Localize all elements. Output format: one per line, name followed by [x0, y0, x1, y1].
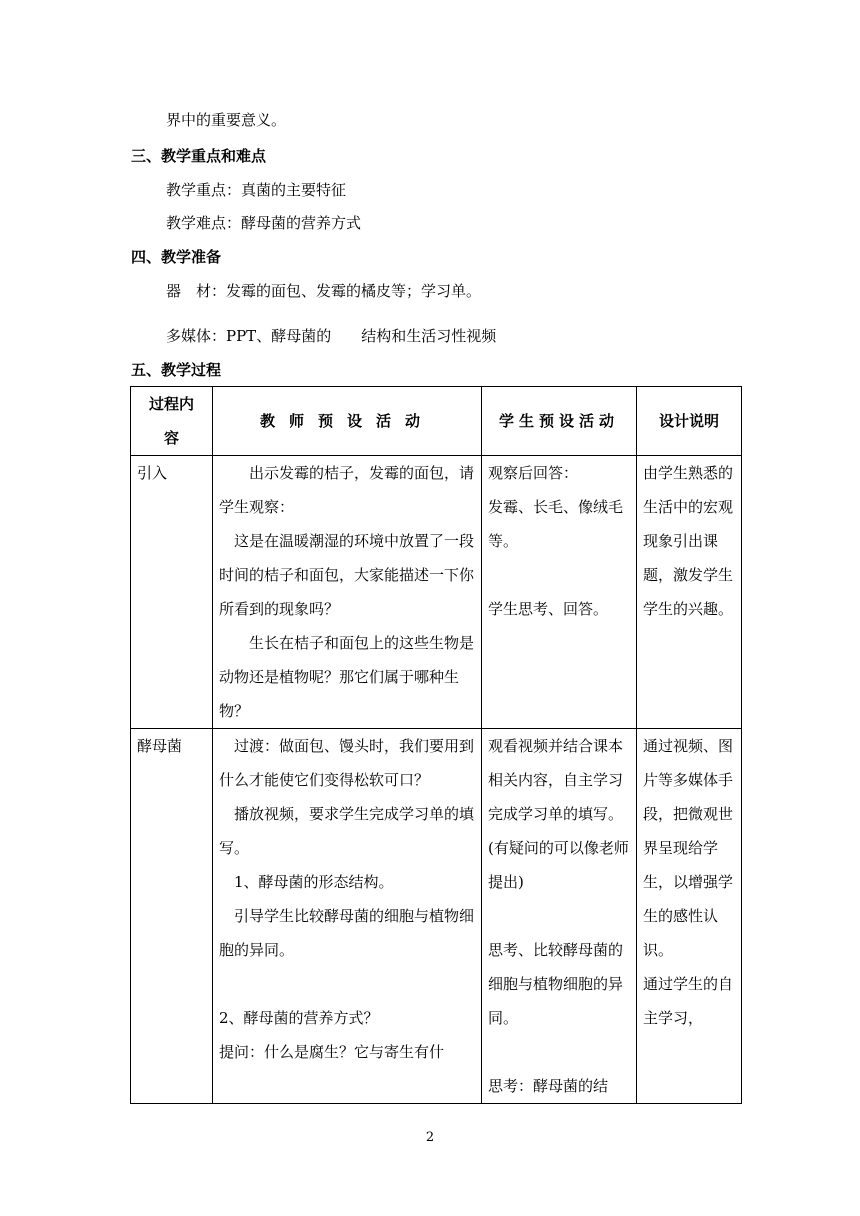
lesson-process-table — [130, 386, 742, 1104]
table-header-row — [131, 387, 742, 456]
header-teacher: 教师预设活动 — [213, 387, 482, 456]
student-cell — [482, 456, 637, 729]
student-para: 学生思考、回答。 — [488, 600, 609, 618]
teacher-cell — [213, 456, 482, 729]
table-row — [131, 729, 742, 1104]
header-student: 学生预设活动 — [482, 387, 637, 456]
note-cell — [637, 729, 742, 1104]
text-line: 教学重点：真菌的主要特征 — [166, 181, 347, 199]
teacher-para: 播放视频，要求学生完成学习单的填写。 — [219, 805, 475, 857]
teacher-para: 引导学生比较酵母菌的细胞与植物细胞的异同。 — [219, 907, 475, 959]
header-stage-line2: 容 — [163, 429, 179, 447]
note-para: 通过视频、图片等多媒体手段，把微观世界呈现给学生，以增强学生的感性认识。 — [643, 737, 734, 959]
teacher-cell — [213, 729, 482, 1104]
section-heading: 四、教学准备 — [131, 248, 222, 266]
teacher-para: 出示发霉的桔子，发霉的面包，请学生观察： — [219, 464, 475, 516]
student-para: 发霉、长毛、像绒毛等。 — [488, 498, 624, 550]
student-para: 思考：酵母菌的结 — [488, 1077, 609, 1095]
text-line: 界中的重要意义。 — [166, 111, 287, 129]
teacher-para: 这是在温暖潮湿的环境中放置了一段时间的桔子和面包，大家能描述一下你所看到的现象吗？ — [219, 532, 475, 618]
text-line: 器 材：发霉的面包、发霉的橘皮等；学习单。 — [166, 282, 482, 300]
table-row — [131, 456, 742, 729]
stage-cell: 引入 — [131, 456, 213, 729]
section-heading: 三、教学重点和难点 — [131, 147, 267, 165]
student-cell — [482, 729, 637, 1104]
header-stage — [131, 387, 213, 456]
section-heading: 五、教学过程 — [131, 361, 222, 379]
teacher-para: 过渡：做面包、馒头时，我们要用到什么才能使它们变得松软可口？ — [219, 737, 475, 789]
teacher-para: 2、酵母菌的营养方式？ — [219, 1009, 379, 1027]
note-para: 通过学生的自主学习， — [643, 975, 734, 1027]
student-para: 观看视频并结合课本相关内容，自主学习完成学习单的填写。(有疑问的可以像老师提出) — [488, 737, 629, 891]
header-note: 设计说明 — [637, 387, 742, 456]
stage-cell: 酵母菌 — [131, 729, 213, 1104]
text-line: 多媒体：PPT、酵母菌的 结构和生活习性视频 — [166, 327, 497, 345]
header-stage-line1: 过程内 — [148, 395, 194, 413]
student-para: 思考、比较酵母菌的细胞与植物细胞的异同。 — [488, 941, 624, 1027]
teacher-para: 1、酵母菌的形态结构。 — [234, 873, 394, 891]
teacher-para: 提问：什么是腐生？它与寄生有什 — [219, 1043, 445, 1061]
text-line: 教学难点：酵母菌的营养方式 — [166, 214, 362, 232]
page-number: 2 — [425, 1130, 435, 1145]
note-para: 由学生熟悉的生活中的宏观现象引出课题，激发学生学生的兴趣。 — [643, 464, 734, 618]
teacher-para: 生长在桔子和面包上的这些生物是动物还是植物呢？那它们属于哪种生物？ — [219, 634, 475, 720]
note-cell — [637, 456, 742, 729]
student-para: 观察后回答： — [488, 464, 579, 482]
